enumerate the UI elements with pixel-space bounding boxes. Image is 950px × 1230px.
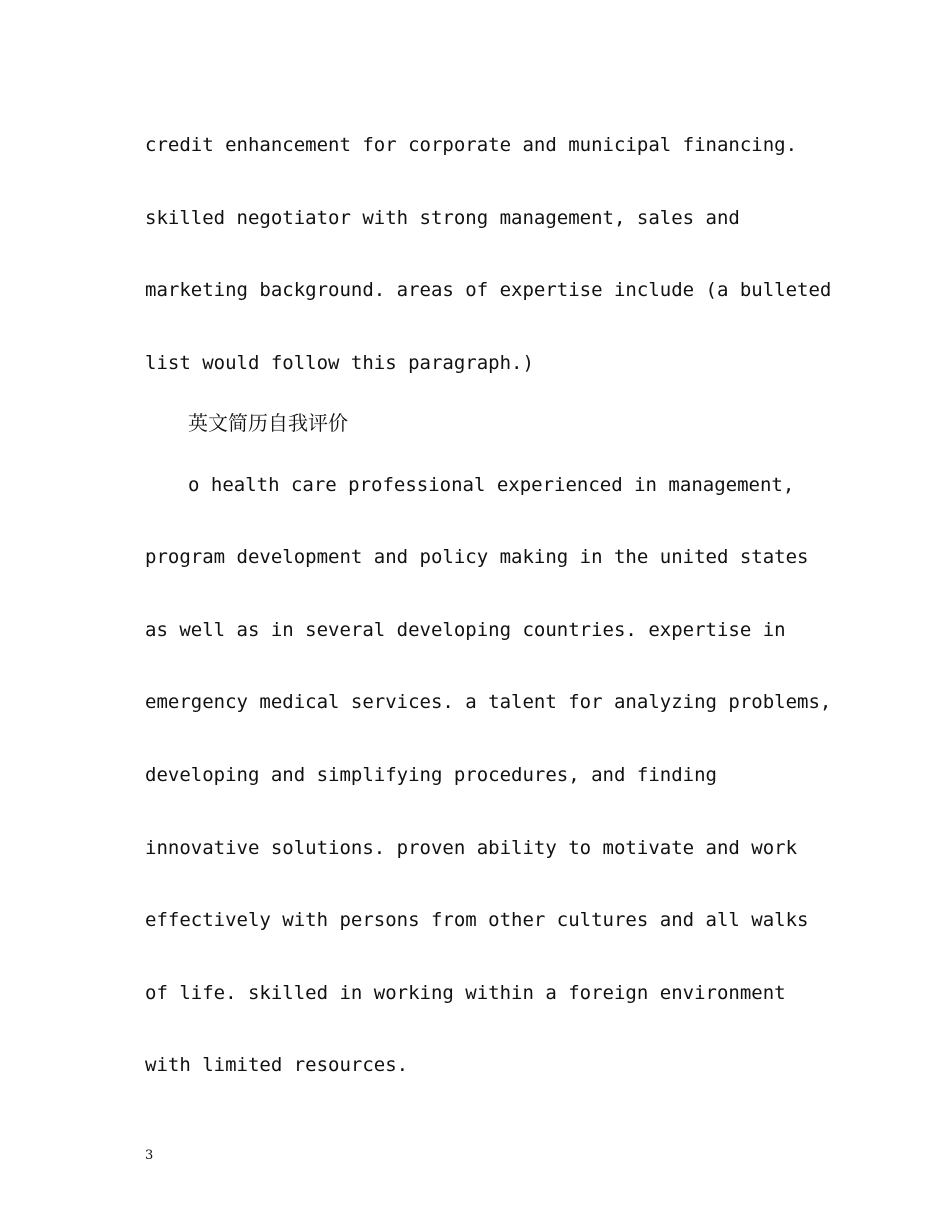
- section-heading: 英文简历自我评价: [188, 411, 348, 435]
- paragraph-line: credit enhancement for corporate and municipal financing.: [145, 134, 798, 156]
- paragraph-line: as well as in several developing countries. expertise in: [145, 619, 786, 641]
- page-number: 3: [145, 1148, 154, 1163]
- paragraph-line: list would follow this paragraph.): [145, 352, 534, 374]
- paragraph-line: skilled negotiator with strong management, sales and: [145, 207, 740, 229]
- paragraph-line: developing and simplifying procedures, and finding: [145, 764, 717, 786]
- paragraph-line: with limited resources.: [145, 1054, 409, 1076]
- paragraph-line: marketing background. areas of expertise include (a bulleted: [145, 279, 832, 301]
- paragraph-line: effectively with persons from other cultures and all walks: [145, 909, 809, 931]
- paragraph-line: emergency medical services. a talent for analyzing problems,: [145, 691, 832, 713]
- paragraph-line: o health care professional experienced in management,: [188, 474, 795, 496]
- paragraph-line: of life. skilled in working within a foreign environment: [145, 982, 786, 1004]
- paragraph-line: innovative solutions. proven ability to motivate and work: [145, 837, 798, 859]
- paragraph-line: program development and policy making in the united states: [145, 546, 809, 568]
